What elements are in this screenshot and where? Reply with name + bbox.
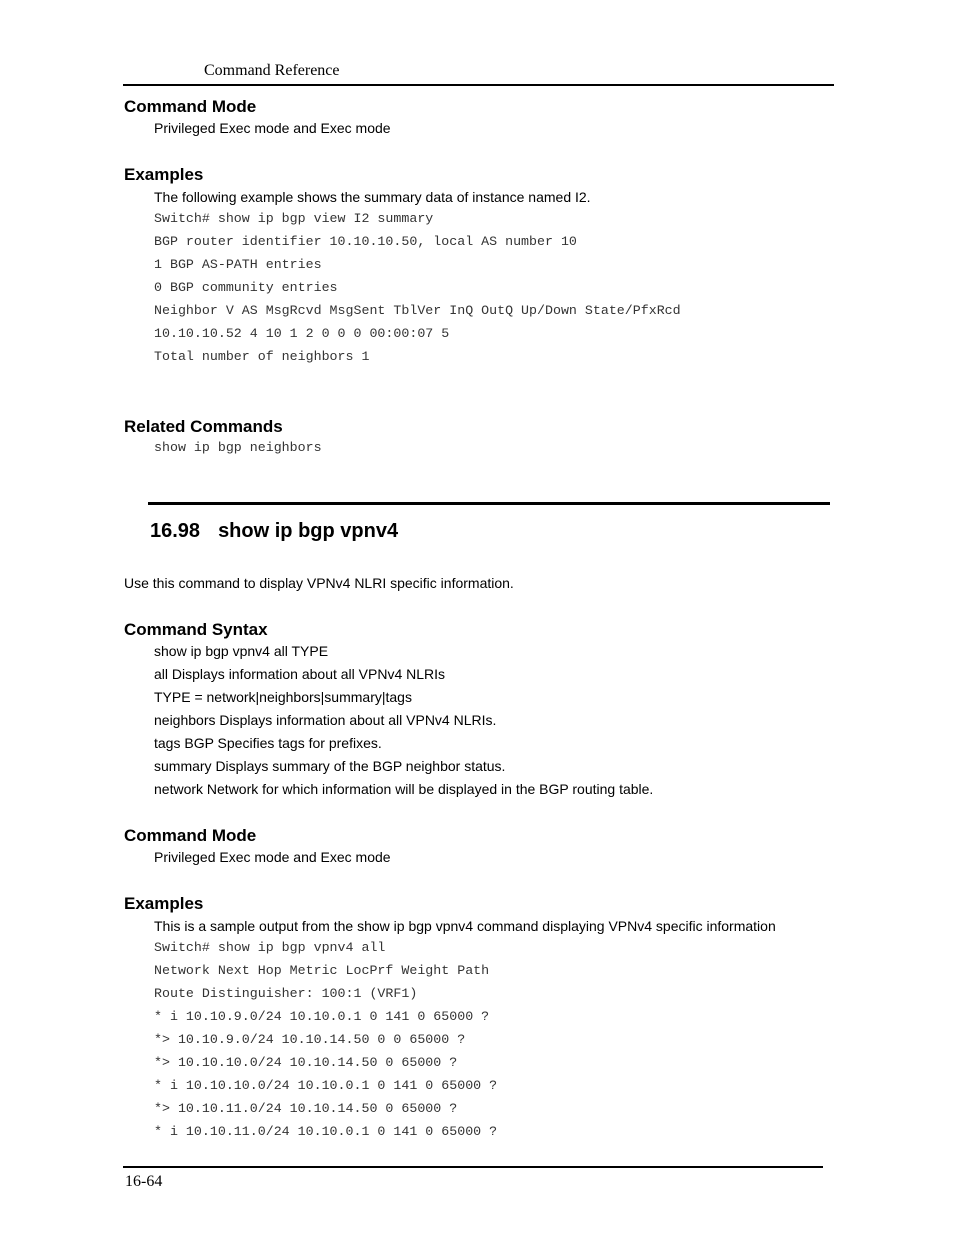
header-rule (123, 84, 834, 86)
code-line: Total number of neighbors 1 (154, 349, 370, 364)
examples-heading: Examples (124, 165, 204, 184)
examples-intro-2: This is a sample output from the show ip bgp vpnv4 command displaying VPNv4 specific information (154, 918, 776, 934)
syntax-line: network Network for which information will be displayed in the BGP routing table. (154, 781, 654, 797)
footer-rule (123, 1166, 823, 1168)
command-mode-text-2: Privileged Exec mode and Exec mode (154, 849, 391, 865)
code-line: 1 BGP AS-PATH entries (154, 257, 322, 272)
example-code-block-2 (154, 940, 834, 1150)
code-line: *> 10.10.9.0/24 10.10.14.50 0 0 65000 ? (154, 1032, 466, 1047)
example-code-block (154, 211, 834, 381)
syntax-line: all Displays information about all VPNv4 NLRIs (154, 666, 446, 682)
examples-intro: The following example shows the summary data of instance named I2. (154, 189, 591, 205)
command-mode-text: Privileged Exec mode and Exec mode (154, 120, 391, 136)
syntax-line: show ip bgp vpnv4 all TYPE (154, 643, 329, 659)
code-line: * i 10.10.11.0/24 10.10.0.1 0 141 0 65000 ? (154, 1124, 498, 1139)
syntax-line: neighbors Displays information about all VPNv4 NLRIs. (154, 712, 497, 728)
code-line: Neighbor V AS MsgRcvd MsgSent TblVer InQ OutQ Up/Down State/PfxRcd (154, 303, 681, 318)
code-line: Switch# show ip bgp vpnv4 all (154, 940, 386, 955)
code-line: BGP router identifier 10.10.10.50, local AS number 10 (154, 234, 577, 249)
code-line: Switch# show ip bgp view I2 summary (154, 211, 434, 226)
command-mode-heading-2: Command Mode (124, 826, 257, 845)
syntax-line: summary Displays summary of the BGP neighbor status. (154, 758, 506, 774)
code-line: 0 BGP community entries (154, 280, 338, 295)
section-number: 16.98 (150, 520, 201, 542)
syntax-line: TYPE = network|neighbors|summary|tags (154, 689, 412, 705)
related-command-link: show ip bgp neighbors (154, 440, 322, 455)
examples-heading-2: Examples (124, 894, 204, 913)
page-number: 16-64 (125, 1173, 163, 1190)
running-header: Command Reference (204, 62, 340, 79)
code-line: * i 10.10.9.0/24 10.10.0.1 0 141 0 65000 ? (154, 1009, 490, 1024)
syntax-line: tags BGP Specifies tags for prefixes. (154, 735, 382, 751)
code-line: Network Next Hop Metric LocPrf Weight Path (154, 963, 490, 978)
code-line: Route Distinguisher: 100:1 (VRF1) (154, 986, 418, 1001)
section-title (150, 520, 398, 543)
syntax-list (154, 643, 834, 808)
related-commands-heading: Related Commands (124, 417, 283, 436)
section-rule (148, 502, 830, 505)
command-syntax-heading: Command Syntax (124, 620, 268, 639)
section-name: show ip bgp vpnv4 (218, 520, 399, 542)
command-mode-heading: Command Mode (124, 97, 257, 116)
code-line: * i 10.10.10.0/24 10.10.0.1 0 141 0 65000 ? (154, 1078, 498, 1093)
code-line: 10.10.10.52 4 10 1 2 0 0 0 00:00:07 5 (154, 326, 450, 341)
section-description: Use this command to display VPNv4 NLRI specific information. (124, 575, 514, 591)
code-line: *> 10.10.11.0/24 10.10.14.50 0 65000 ? (154, 1101, 458, 1116)
code-line: *> 10.10.10.0/24 10.10.14.50 0 65000 ? (154, 1055, 458, 1070)
